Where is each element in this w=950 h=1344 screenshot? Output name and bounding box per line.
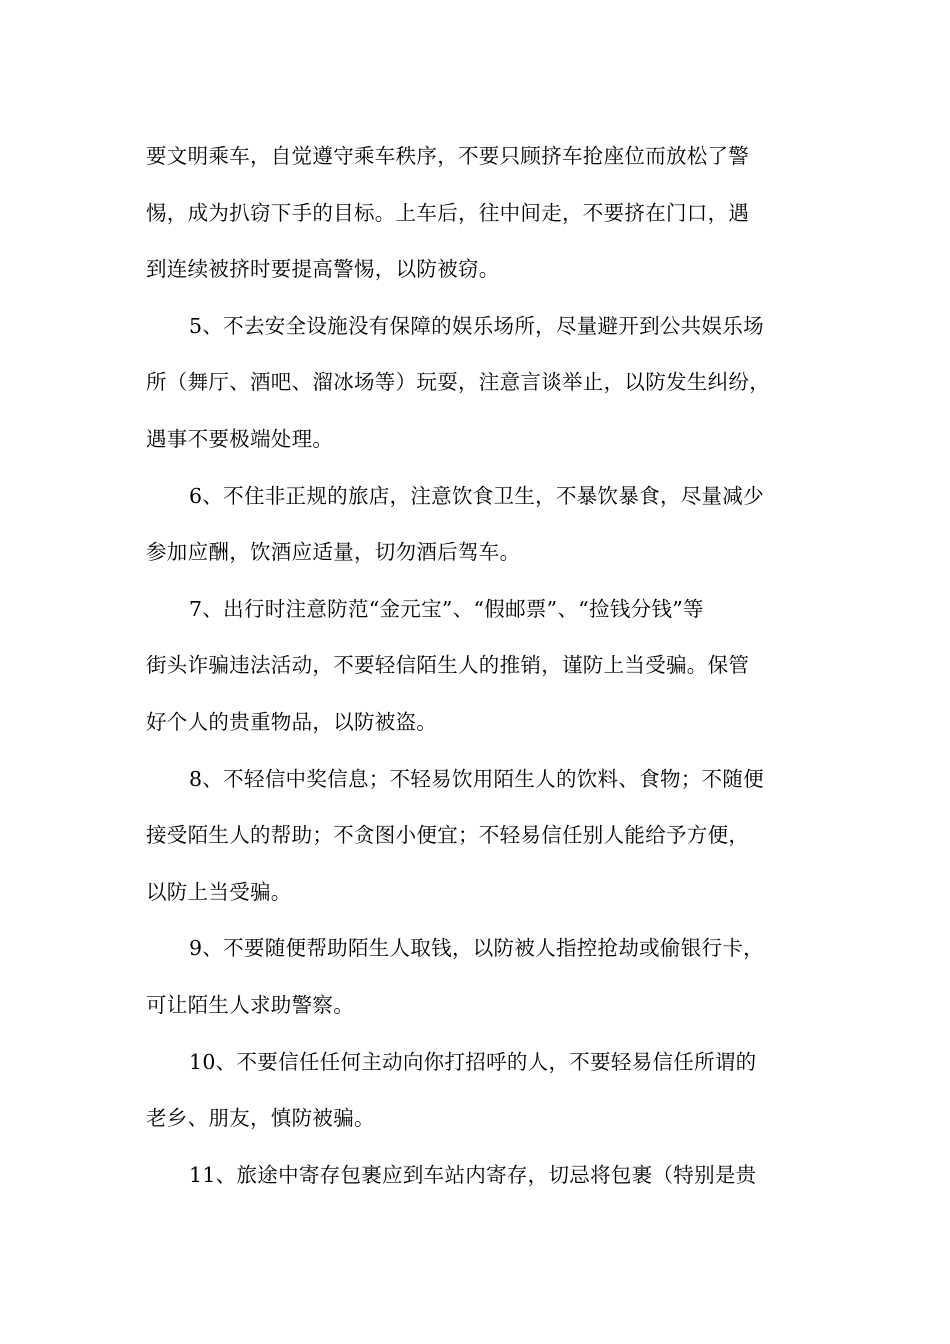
- text-line: 好个人的贵重物品，以防被盗。: [146, 709, 438, 734]
- text-line: 10、不要信任任何主动向你打招呼的人，不要轻易信任所谓的: [189, 1049, 757, 1074]
- text-line: 所（舞厅、酒吧、溜冰场等）玩耍，注意言谈举止，以防发生纠纷，: [146, 370, 770, 395]
- text-line: 参加应酬，饮酒应适量，切勿酒后驾车。: [146, 540, 521, 565]
- text-line: 老乡、朋友，慎防被骗。: [146, 1106, 375, 1131]
- text-line: 街头诈骗违法活动，不要轻信陌生人的推销，谨防上当受骗。保管: [146, 653, 750, 678]
- text-line: 11、旅途中寄存包裹应到车站内寄存，切忌将包裹（特别是贵: [189, 1162, 757, 1187]
- text-line: 5、不去安全设施没有保障的娱乐场所，尽量避开到公共娱乐场: [189, 313, 764, 338]
- text-line: 遇事不要极端处理。: [146, 426, 334, 451]
- text-line: 可让陌生人求助警察。: [146, 992, 354, 1017]
- document-body: [146, 128, 810, 1203]
- text-line: 惕，成为扒窃下手的目标。上车后，往中间走，不要挤在门口，遇: [146, 200, 750, 225]
- text-line: 到连续被挤时要提高警惕，以防被窃。: [146, 257, 500, 282]
- text-line: 9、不要随便帮助陌生人取钱，以防被人指控抢劫或偷银行卡，: [189, 936, 764, 961]
- text-line: 要文明乘车，自觉遵守乘车秩序，不要只顾挤车抢座位而放松了警: [146, 144, 750, 168]
- text-line: 8、不轻信中奖信息；不轻易饮用陌生人的饮料、食物；不随便: [189, 766, 764, 791]
- text-line: 6、不住非正规的旅店，注意饮食卫生，不暴饮暴食，尽量减少: [189, 483, 764, 508]
- text-line: 接受陌生人的帮助；不贪图小便宜；不轻易信任别人能给予方便，: [146, 823, 750, 848]
- text-line: 以防上当受骗。: [146, 879, 292, 904]
- text-line: 7、出行时注意防范“金元宝”、“假邮票”、“捡钱分钱”等: [189, 596, 704, 621]
